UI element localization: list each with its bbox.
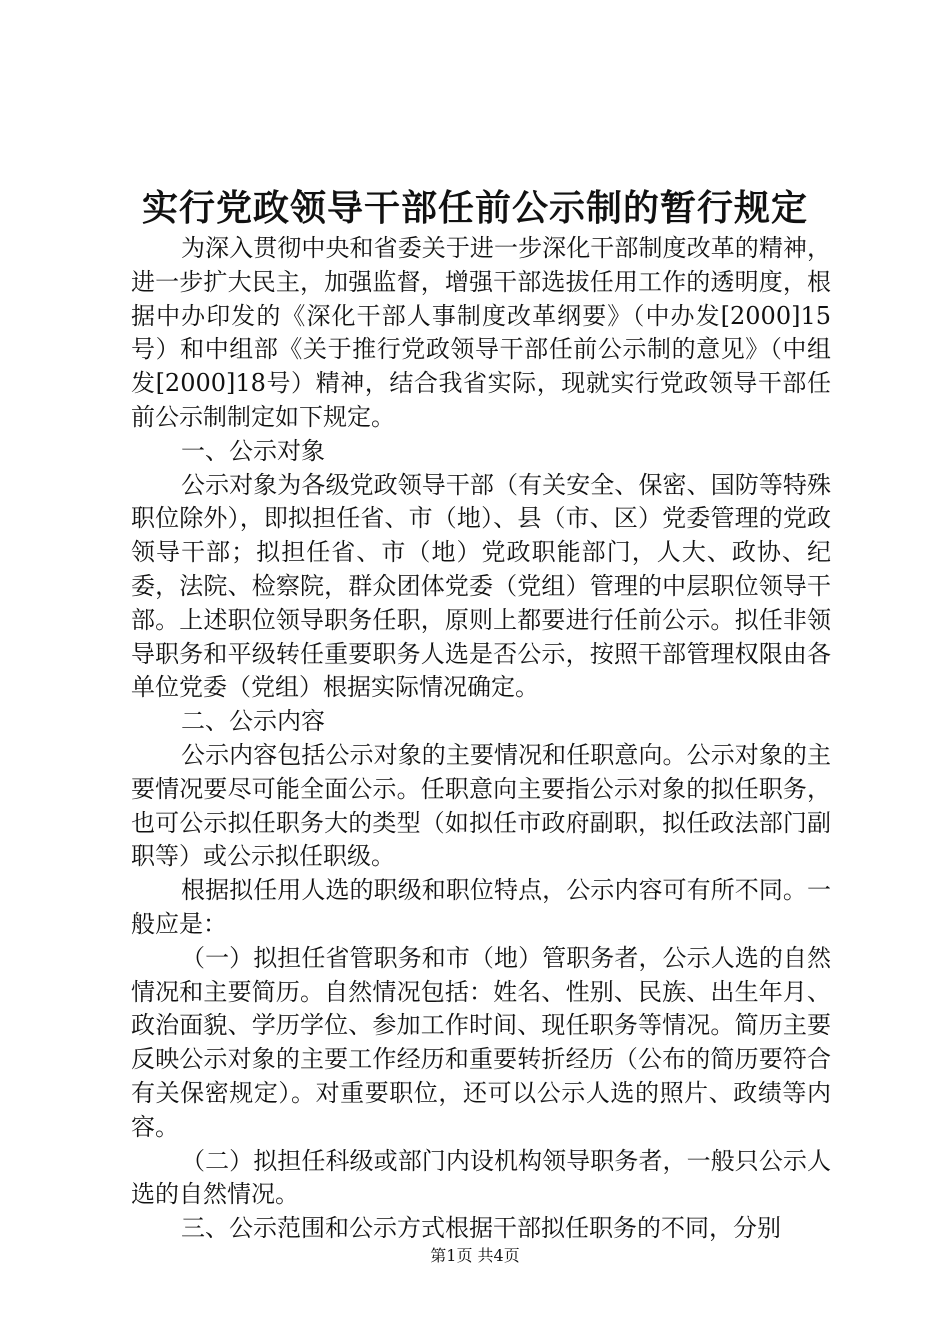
section-2-paragraph-2: 根据拟任用人选的职级和职位特点，公示内容可有所不同。一般应是： <box>131 876 831 938</box>
section-heading-2: 二、公示内容 <box>181 707 325 736</box>
intro-paragraph: 为深入贯彻中央和省委关于进一步深化干部制度改革的精神，进一步扩大民主，加强监督，增强干部选拔任用工作的透明度，根据中办印发的《深化干部人事制度改革纲要》（中办发[2000]15号）和中组部《关于推行党政领导干部任前公示制的意见》（中组发[2000]18号）精神，结合我省实际，现就实行党政领导干部任前公示制制定如下规定。 <box>131 234 831 431</box>
document-title: 实行党政领导干部任前公示制的暂行规定 <box>141 187 808 229</box>
document-body <box>131 232 831 1246</box>
section-2-item-1: （一）拟担任省管职务和市（地）管职务者，公示人选的自然情况和主要简历。自然情况包括：姓名、性别、民族、出生年月、政治面貌、学历学位、参加工作时间、现任职务等情况。简历主要反映公示对象的主要工作经历和重要转折经历（公布的简历要符合有关保密规定）。对重要职位，还可以公示人选的照片、政绩等内容。 <box>131 943 831 1141</box>
section-2-item-2: （二）拟担任科级或部门内设机构领导职务者，一般只公示人选的自然情况。 <box>131 1146 831 1209</box>
section-3-paragraph: 三、公示范围和公示方式根据干部拟任职务的不同，分别 <box>181 1214 781 1243</box>
section-2-paragraph-1: 公示内容包括公示对象的主要情况和任职意向。公示对象的主要情况要尽可能全面公示。任职意向主要指公示对象的拟任职务，也可公示拟任职务大的类型（如拟任市政府副职，拟任政法部门副职等）或公示拟任职级。 <box>131 740 831 871</box>
section-heading-1: 一、公示对象 <box>181 436 325 465</box>
section-1-paragraph: 公示对象为各级党政领导干部（有关安全、保密、国防等特殊职位除外），即拟担任省、市（地）、县（市、区）党委管理的党政领导干部；拟担任省、市（地）党政职能部门，人大、政协、纪委，法院、检察院，群众团体党委（党组）管理的中层职位领导干部。上述职位领导职务任职，原则上都要进行任前公示。拟任非领导职务和平级转任重要职务人选是否公示，按照干部管理权限由各单位党委（党组）根据实际情况确定。 <box>131 470 831 702</box>
page-footer: 第1页 共4页 <box>430 1246 520 1265</box>
